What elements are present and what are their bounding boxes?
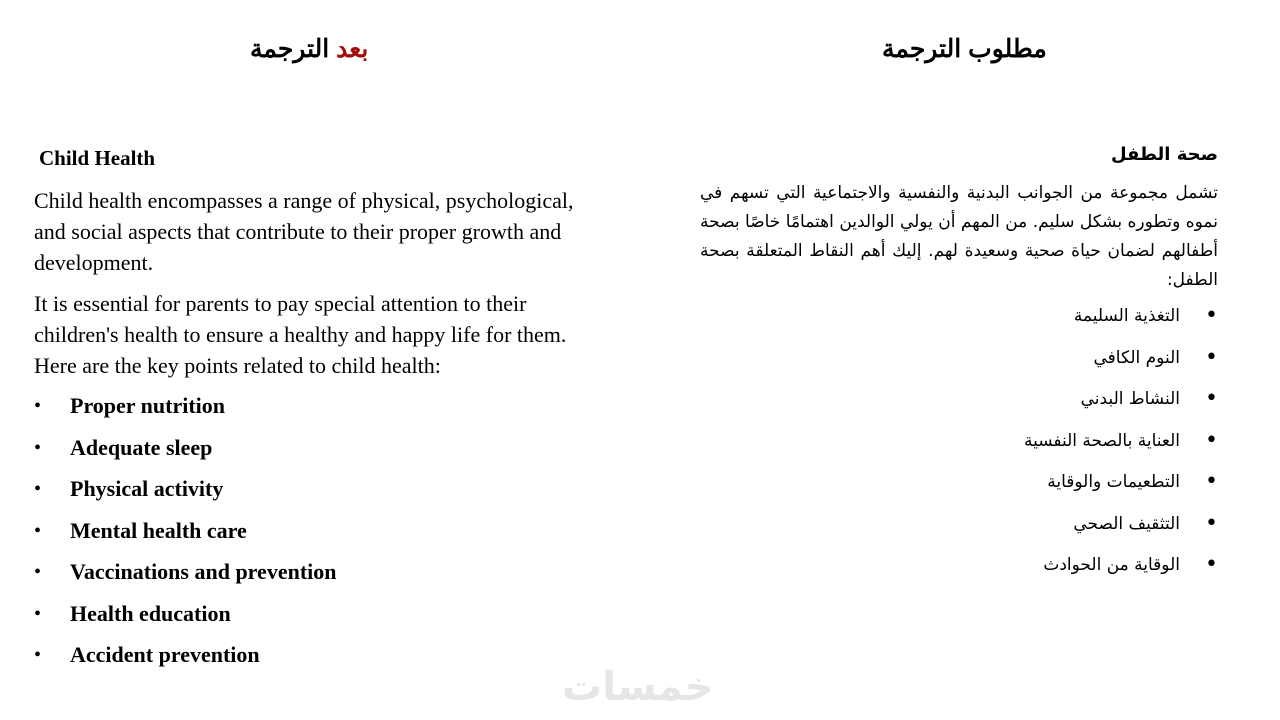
list-item-text: الوقاية من الحوادث (1043, 555, 1180, 575)
bullet-icon: • (34, 395, 42, 417)
list-item (700, 550, 1218, 592)
list-item (700, 301, 1218, 343)
list-item-text: التغذية السليمة (1073, 306, 1180, 326)
bullet-icon: • (34, 644, 42, 666)
list-item-text: Health education (70, 600, 231, 626)
list-item-text: التثقيف الصحي (1073, 513, 1180, 534)
list-item-text: التطعيمات والوقاية (1047, 472, 1180, 492)
bullet-icon: • (1205, 510, 1218, 536)
list-item (700, 343, 1218, 385)
list-item (34, 640, 594, 682)
list-item (34, 474, 594, 516)
list-item-text: Mental health care (70, 517, 247, 543)
list-item-text: Vaccinations and prevention (70, 559, 337, 584)
arabic-heading: صحة الطفل (1110, 144, 1218, 165)
list-item (34, 557, 594, 599)
bullet-icon: • (1205, 427, 1218, 453)
english-paragraph-1: Child health encompasses a range of physical, psychological, and social aspects that contribute to their proper growth and development. (34, 188, 574, 275)
list-item (700, 384, 1218, 426)
list-item-text: النوم الكافي (1093, 347, 1180, 368)
list-item-text: النشاط البدني (1080, 389, 1180, 409)
after-translation-title (250, 34, 368, 64)
list-item (34, 599, 594, 641)
after-word: بعد (336, 35, 369, 63)
bullet-icon: • (1205, 552, 1218, 577)
english-paragraph-2: It is essential for parents to pay special attention to their children's health to ensure a healthy and happy life for them. Here are the key points related to child health: (34, 291, 567, 378)
english-column (34, 146, 594, 682)
translation-word: الترجمة (250, 35, 330, 63)
bullet-icon: • (34, 519, 42, 542)
bullet-icon: • (34, 436, 42, 459)
arabic-column (700, 144, 1218, 592)
list-item-text: العناية بالصحة النفسية (1023, 430, 1180, 451)
arabic-paragraph: تشمل مجموعة من الجوانب البدنية والنفسية والاجتماعية التي تسهم في نموه وتطوره بشكل سليم. من المهم أن يولي الوالدين اهتمامًا خاصًا بصحة أطفالهم لضمان حياة صحية وسعيدة لهم. إليك أهم النقاط المتعلقة بصحة الطفل: (700, 183, 1218, 290)
list-item-text: Adequate sleep (70, 434, 213, 460)
khamsat-watermark: خمسات (562, 664, 714, 710)
list-item-text: Physical activity (70, 476, 224, 501)
list-item (700, 509, 1218, 551)
list-item (700, 426, 1218, 468)
bullet-icon: • (34, 478, 42, 500)
bullet-icon: • (1205, 386, 1218, 411)
english-key-points-list (34, 391, 594, 682)
bullet-icon: • (34, 561, 42, 583)
list-item (34, 516, 594, 558)
bullet-icon: • (1205, 344, 1218, 370)
english-heading: Child Health (39, 146, 156, 170)
bullet-icon: • (1205, 303, 1218, 328)
list-item-text: Accident prevention (70, 642, 260, 667)
arabic-key-points-list (700, 301, 1218, 592)
translation-required-title: مطلوب الترجمة (882, 35, 1047, 63)
list-item (34, 433, 594, 475)
bullet-icon: • (34, 602, 42, 625)
bullet-icon: • (1205, 469, 1218, 494)
list-item-text: Proper nutrition (70, 393, 226, 418)
list-item (34, 391, 594, 433)
list-item (700, 467, 1218, 509)
